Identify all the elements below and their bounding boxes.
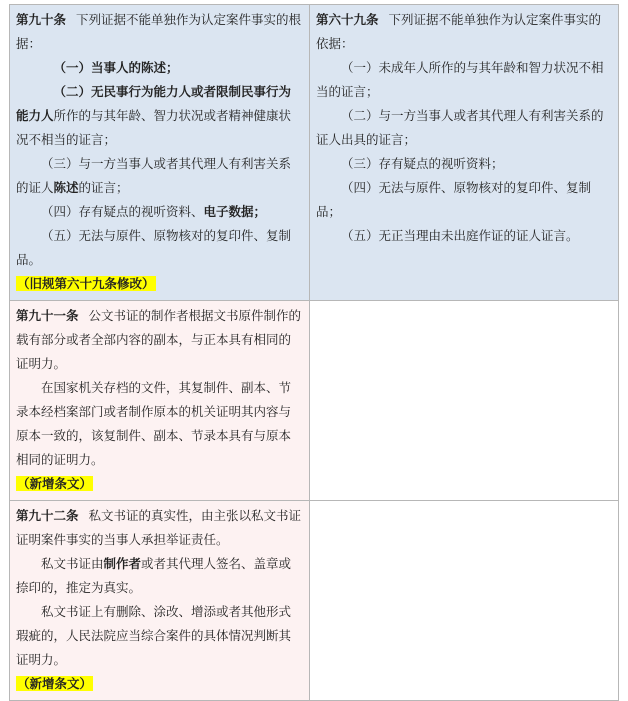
item-5: （五）无正当理由未出庭作证的证人证言。 [341, 228, 579, 243]
new-rule-cell [10, 501, 310, 701]
revision-note [16, 272, 303, 296]
item-4: （四）无法与原件、原物核对的复印件、复制品； [316, 180, 592, 219]
article-paragraph: 在国家机关存档的文件，其复制件、副本、节录本经档案部门或者制作原本的机关证明其内容与原本一致的，该复制件、副本、节录本具有与原本相同的证明力。 [16, 380, 292, 467]
item-4-bold: 电子数据； [203, 204, 267, 219]
item-3-bold: 陈述 [53, 180, 79, 195]
article-text: 私文书证的真实性，由主张以私文书证证明案件事实的当事人承担举证责任。 [16, 508, 302, 547]
table-row [10, 301, 619, 501]
item-2: （二）与一方当事人或者其代理人有利害关系的证人出具的证言； [316, 108, 604, 147]
item-5: （五）无法与原件、原物核对的复印件、复制品。 [16, 228, 292, 267]
new-note [16, 472, 303, 496]
article-text: 公文书证的制作者根据文书原件制作的载有部分或者全部内容的副本，与正本具有相同的证明力。 [16, 308, 302, 371]
article-number: 第六十九条 [316, 12, 379, 27]
item-3: （三）存有疑点的视听资料； [341, 156, 504, 171]
paragraph-tail: 或者其代理人签名、盖章或捺印的，推定为真实。 [16, 556, 292, 595]
item-3-text: （三）与一方当事人或者其代理人有利害关系的证人 [16, 156, 292, 195]
article-number: 第九十条 [16, 12, 67, 27]
table-row [10, 501, 619, 701]
empty-cell [310, 301, 619, 501]
article-heading [16, 8, 303, 56]
new-note [16, 672, 303, 696]
item-1: （一）未成年人所作的与其年龄和智力状况不相当的证言； [316, 60, 604, 99]
item-1: （一）当事人的陈述； [53, 60, 179, 75]
new-article-tag: （新增条文） [17, 676, 93, 691]
article-paragraph [16, 552, 303, 600]
comparison-table [9, 4, 619, 701]
table-row [10, 5, 619, 301]
article-number: 第九十一条 [16, 308, 79, 323]
item-2-bold: （二）无民事行为能力人或者限制民事行为能力人 [16, 84, 292, 123]
new-rule-cell [10, 301, 310, 501]
item-4 [16, 200, 303, 224]
revision-tag: （旧规第六十九条修改） [17, 276, 155, 291]
paragraph-bold: 制作者 [103, 556, 142, 571]
empty-cell [310, 501, 619, 701]
article-text: 下列证据不能单独作为认定案件事实的依据： [316, 12, 602, 51]
item-2-rest: 所作的与其年龄、智力状况或者精神健康状况不相当的证言； [16, 108, 292, 147]
article-heading [316, 8, 612, 56]
article-paragraph: 私文书证上有删除、涂改、增添或者其他形式瑕疵的，人民法院应当综合案件的具体情况判断其证明力。 [16, 604, 292, 667]
new-rule-cell [10, 5, 310, 301]
old-rule-cell [310, 5, 619, 301]
article-text: 下列证据不能单独作为认定案件事实的根据： [16, 12, 302, 51]
new-article-tag: （新增条文） [17, 476, 93, 491]
item-2 [16, 80, 303, 152]
article-number: 第九十二条 [16, 508, 79, 523]
paragraph-text: 私文书证由 [41, 556, 104, 571]
article-paragraph [16, 304, 303, 376]
item-3-tail: 的证言； [78, 180, 129, 195]
article-paragraph [16, 504, 303, 552]
item-4-text: （四）存有疑点的视听资料、 [41, 204, 204, 219]
item-3 [16, 152, 303, 200]
